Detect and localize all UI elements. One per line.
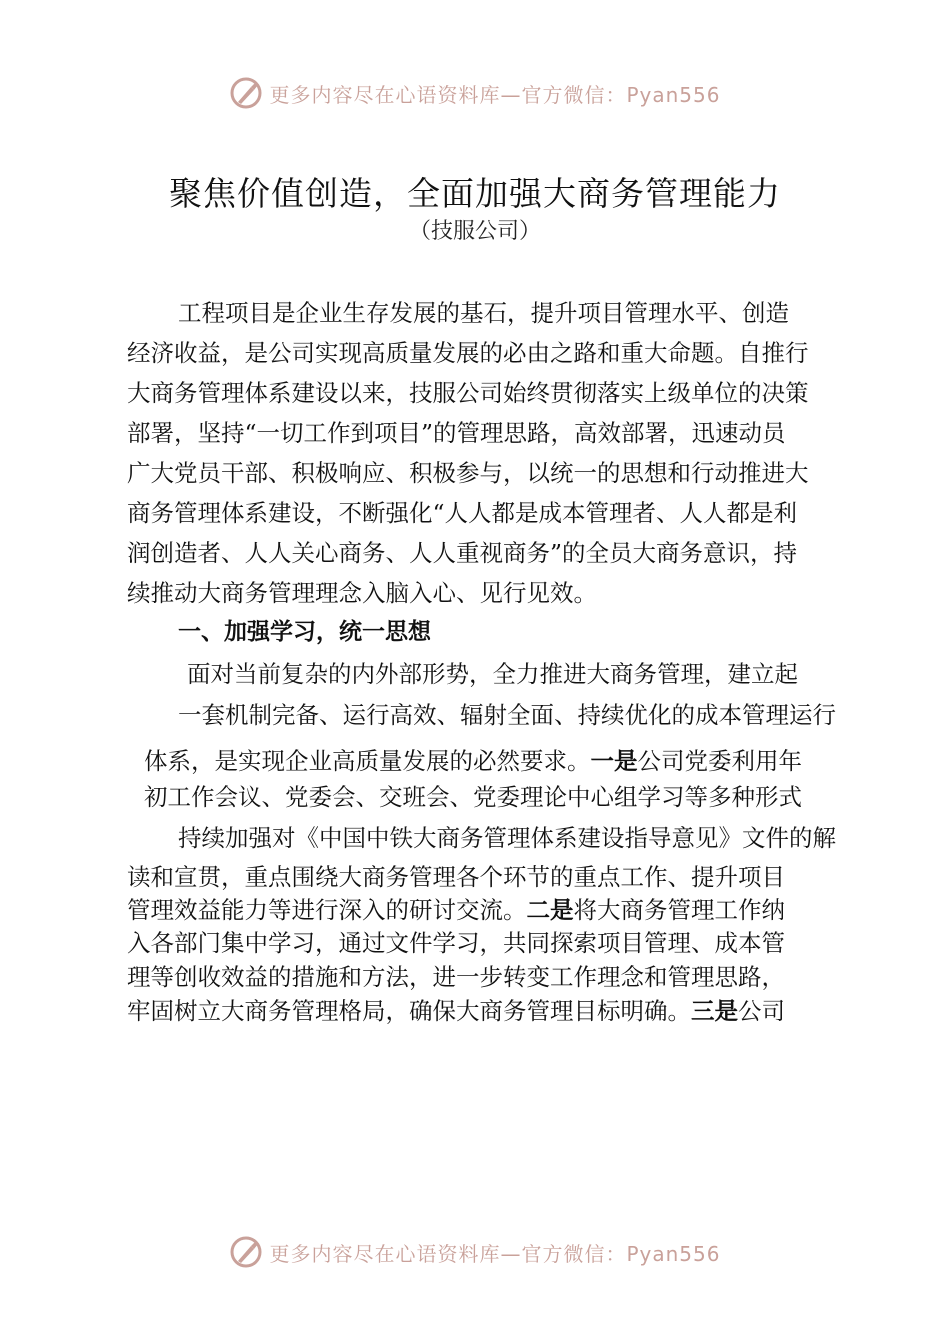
pen-nib-logo-icon [229,1235,263,1269]
bold-marker: 二是 [526,896,574,924]
text-run: 公司 [738,997,785,1025]
footer-banner [0,1232,950,1272]
paragraph-line [144,746,802,776]
document-title: 聚焦价值创造，全面加强大商务管理能力 [169,174,781,213]
text-run: 体系，是实现企业高质量发展的必然要求。 [144,747,591,775]
paragraph-line: 商务管理体系建设，不断强化“人人都是成本管理者、人人都是利 [127,499,798,527]
text-run: 将大商务管理工作纳 [573,896,785,924]
document-subtitle: （技服公司） [408,219,541,244]
paragraph-line: 读和宣贯，重点围绕大商务管理各个环节的重点工作、提升项目 [127,863,785,891]
paragraph-line [127,895,785,925]
paragraph-line: 续推动大商务管理理念入脑入心、见行见效。 [127,579,597,607]
paragraph-line [127,996,785,1026]
paragraph-line: 初工作会议、党委会、交班会、党委理论中心组学习等多种形式 [144,783,802,811]
bold-marker: 三是 [691,997,738,1025]
text-run: 牢固树立大商务管理格局，确保大商务管理目标明确。 [127,997,691,1025]
section-heading: 一、加强学习，统一思想 [178,619,431,645]
bold-marker: 一是 [590,747,638,775]
paragraph-line: 部署，坚持“一切工作到项目”的管理思路，高效部署，迅速动员 [127,419,786,447]
paragraph-line: 一套机制完备、运行高效、辐射全面、持续优化的成本管理运行 [178,701,836,729]
paragraph-line: 理等创收效益的措施和方法，进一步转变工作理念和管理思路， [127,963,785,991]
banner-text: 更多内容尽在心语资料库—官方微信：Pyan556 [269,82,721,107]
paragraph-line: 润创造者、人人关心商务、人人重视商务”的全员大商务意识，持 [127,539,798,567]
header-banner [0,73,950,113]
pen-nib-logo-icon [229,76,263,110]
banner-text: 更多内容尽在心语资料库—官方微信：Pyan556 [269,1241,721,1266]
text-run: 管理效益能力等进行深入的研讨交流。 [127,896,527,924]
text-run: 公司党委利用年 [637,747,802,775]
paragraph-line: 入各部门集中学习，通过文件学习，共同探索项目管理、成本管 [127,929,785,957]
paragraph-line: 工程项目是企业生存发展的基石，提升项目管理水平、创造 [178,299,789,327]
paragraph-line: 经济收益，是公司实现高质量发展的必由之路和重大命题。自推行 [127,339,809,367]
paragraph-line: 持续加强对《中国中铁大商务管理体系建设指导意见》文件的解 [178,824,836,852]
paragraph-line: 大商务管理体系建设以来，技服公司始终贯彻落实上级单位的决策 [127,379,809,407]
paragraph-line: 广大党员干部、积极响应、积极参与，以统一的思想和行动推进大 [127,459,809,487]
paragraph-line: 面对当前复杂的内外部形势，全力推进大商务管理，建立起 [187,660,798,688]
